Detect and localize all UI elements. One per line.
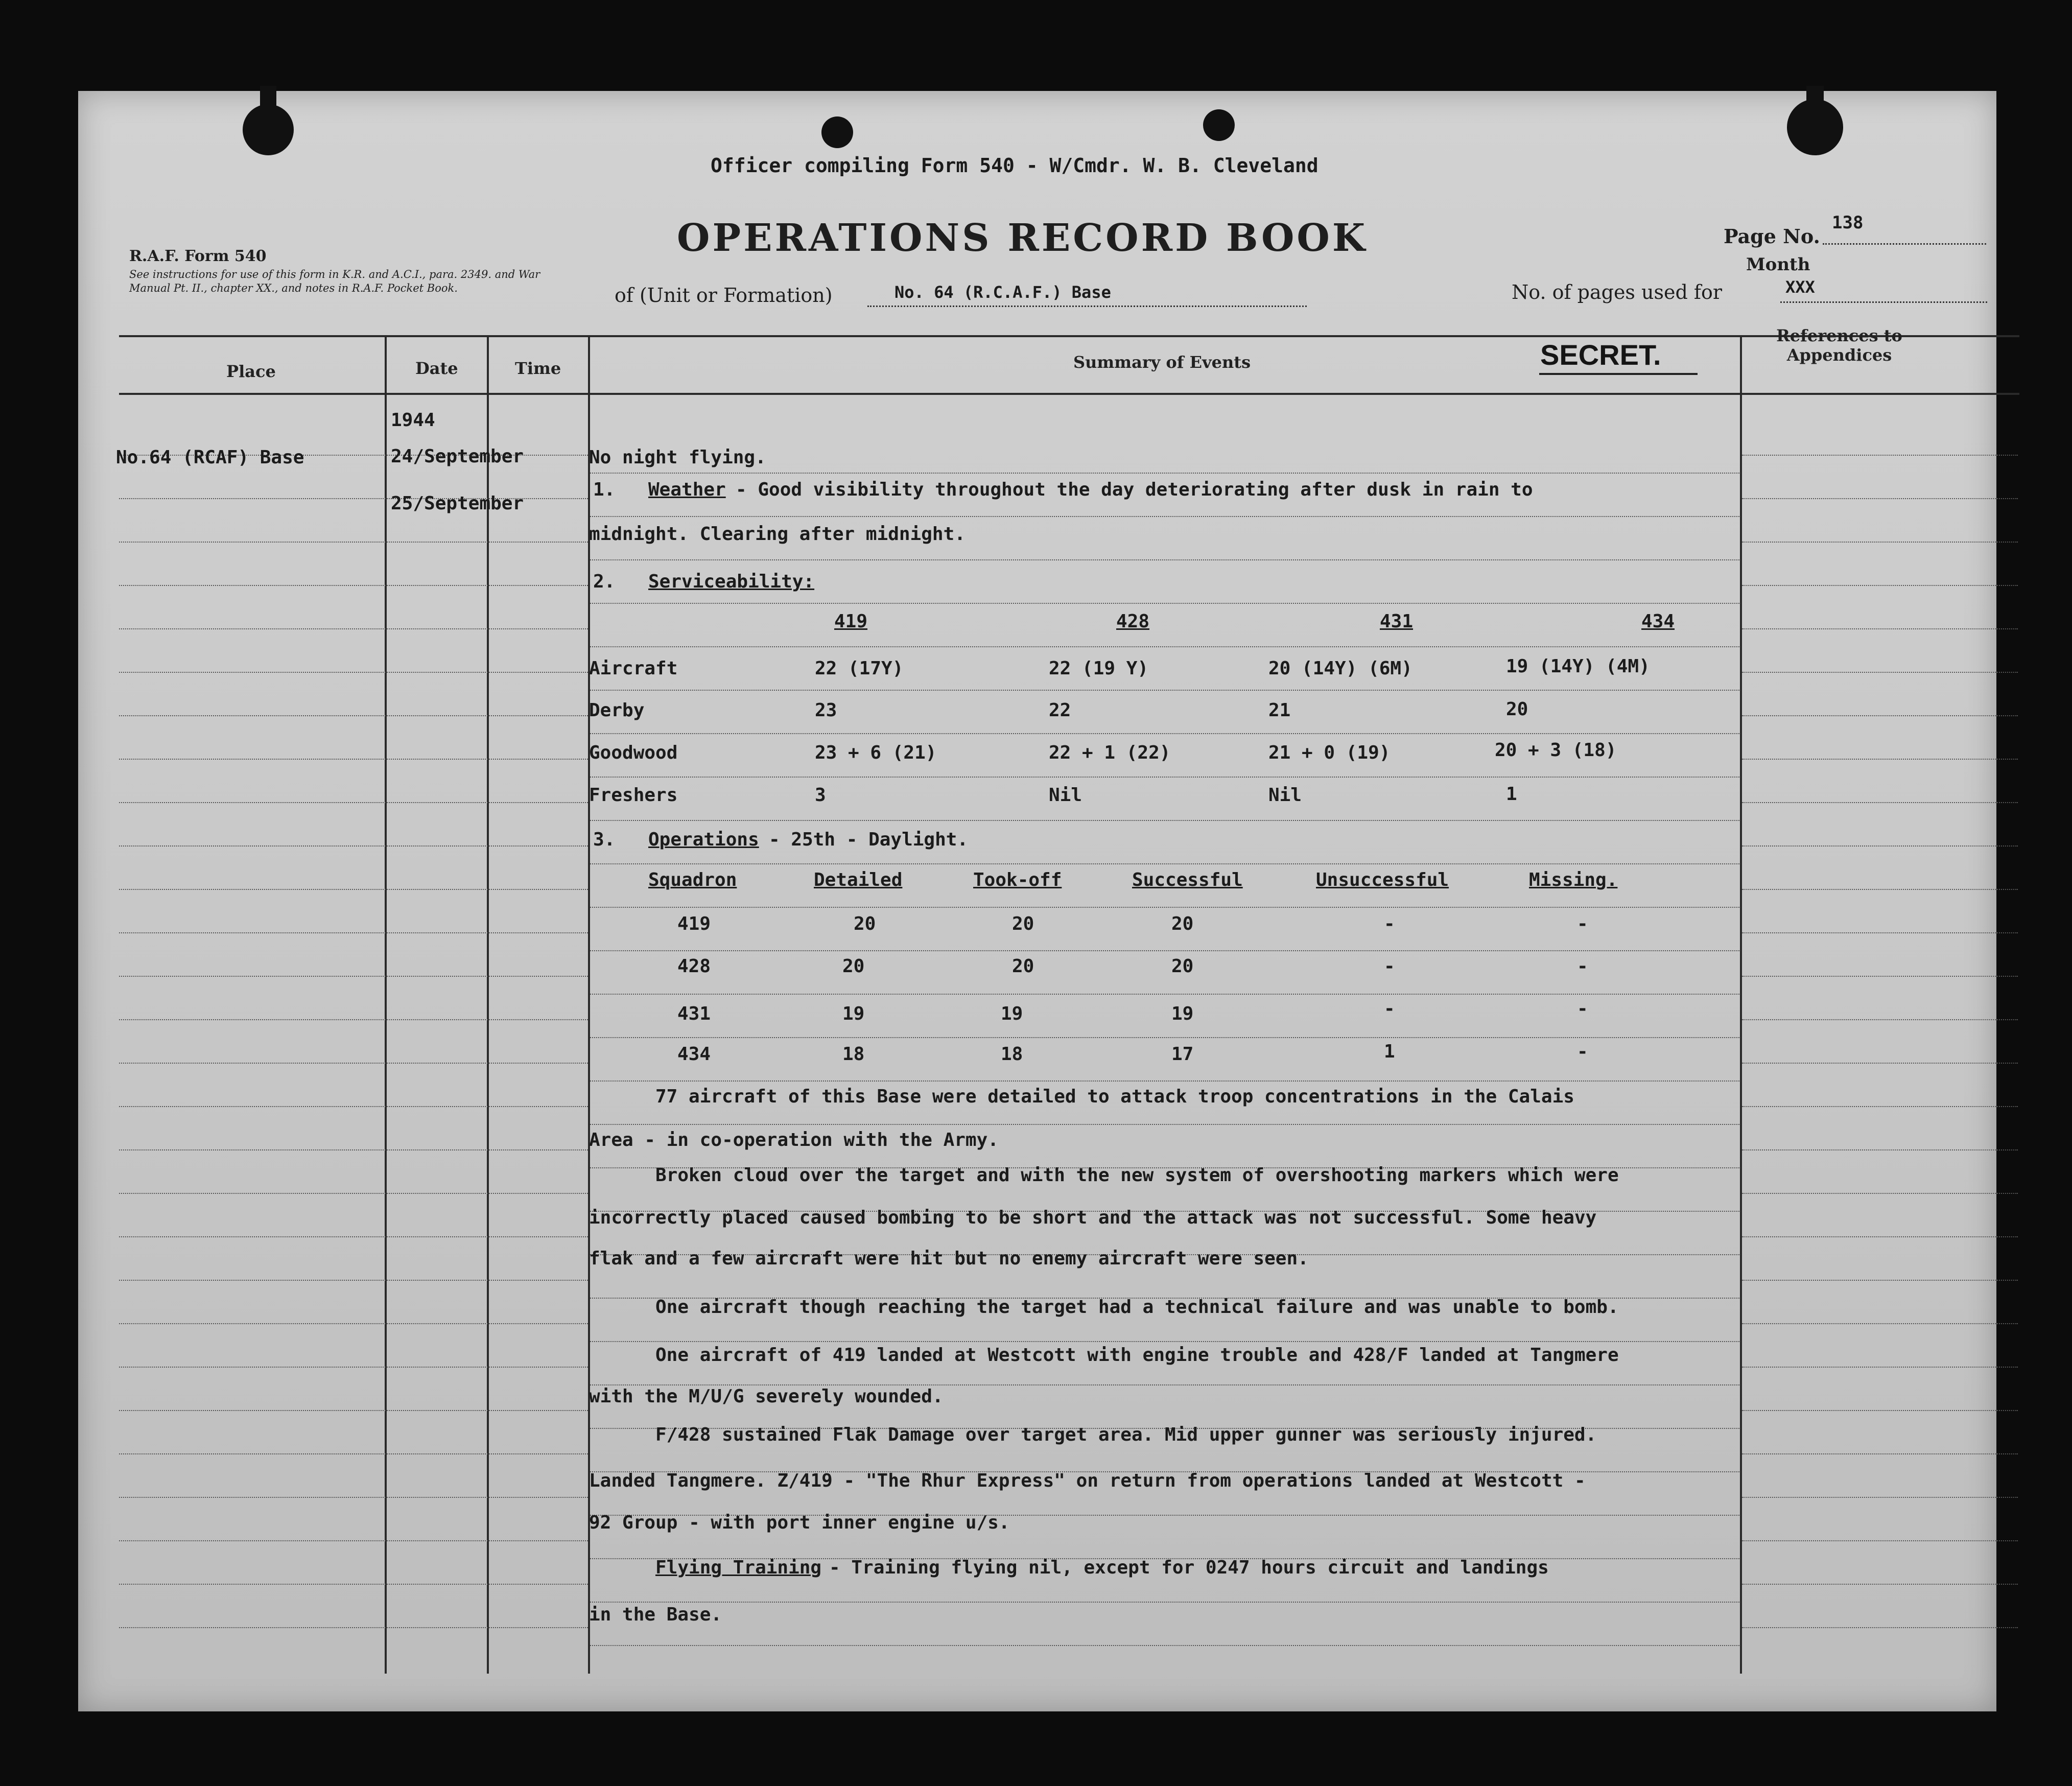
ops-header-missing: Missing.	[1529, 870, 1618, 890]
ops-cell: 1	[1384, 1041, 1395, 1062]
flying-training-text: - Training flying nil, except for 0247 hours circuit and landings	[829, 1557, 1549, 1578]
serv-value: 19 (14Y) (4M)	[1506, 656, 1650, 677]
ruled-line-left	[119, 1367, 588, 1368]
ruled-line-right	[1742, 1106, 2018, 1107]
ruled-line-summary	[590, 733, 1739, 734]
ruled-line-left	[119, 1106, 588, 1107]
ruled-line-left	[119, 1453, 588, 1454]
ops-cell: -	[1384, 998, 1395, 1019]
serv-value: 20	[1506, 699, 1528, 720]
secret-stamp: SECRET.	[1540, 339, 1661, 371]
ruled-line-right	[1742, 1236, 2018, 1237]
pages-used-value: XXX	[1785, 277, 1815, 297]
ruled-line-right	[1742, 1063, 2018, 1064]
column-header-time: Time	[515, 359, 561, 378]
weather-heading: Weather	[648, 479, 726, 500]
unit-value: No. 64 (R.C.A.F.) Base	[894, 283, 1111, 302]
column-header-references: References to Appendices	[1776, 326, 1902, 365]
page-title: OPERATIONS RECORD BOOK	[677, 216, 1368, 260]
ops-cell: 17	[1171, 1044, 1194, 1065]
ops-cell: 20	[1171, 913, 1194, 934]
ruled-line-left	[119, 1280, 588, 1281]
serv-value: 22 + 1 (22)	[1049, 742, 1171, 763]
ruled-line-right	[1742, 1497, 2018, 1498]
page-no-dotted-line	[1823, 243, 1986, 245]
ruled-line-left	[119, 1497, 588, 1498]
ruled-line-right	[1742, 1410, 2018, 1411]
ruled-line-summary	[590, 603, 1739, 604]
paragraph-5-line-2: Landed Tangmere. Z/419 - "The Rhur Express" on return from operations landed at Westcott -	[589, 1470, 1586, 1491]
serv-value: Nil	[1268, 785, 1302, 806]
ruled-line-left	[119, 672, 588, 673]
ruled-line-summary	[590, 559, 1739, 560]
column-header-date: Date	[415, 359, 458, 378]
ruled-line-summary	[590, 820, 1739, 821]
ruled-line-summary	[590, 473, 1739, 474]
table-top-border	[119, 335, 2019, 337]
ruled-line-right	[1742, 1367, 2018, 1368]
ops-cell: -	[1577, 956, 1588, 977]
paragraph-2-line-1: Broken cloud over the target and with the new system of overshooting markers which were	[655, 1165, 1619, 1186]
serv-squadron-419: 419	[834, 611, 868, 632]
ops-cell: 431	[677, 1003, 711, 1024]
flying-training-text-2: in the Base.	[589, 1604, 722, 1625]
ruled-line-summary	[590, 907, 1739, 908]
ruled-line-right	[1742, 1627, 2018, 1628]
pages-used-dotted-line	[1780, 301, 1987, 303]
ruled-line-right	[1742, 976, 2018, 977]
ruled-line-left	[119, 759, 588, 760]
binder-tab-right	[1806, 86, 1824, 122]
header-bottom-border	[119, 393, 2019, 395]
ruled-line-summary	[590, 646, 1739, 647]
ruled-line-summary	[590, 994, 1739, 995]
ruled-line-left	[119, 542, 588, 543]
operations-heading: Operations	[648, 829, 759, 850]
ruled-line-left	[119, 1323, 588, 1324]
item-1-number: 1.	[593, 479, 616, 500]
ops-cell: 19	[842, 1003, 865, 1024]
ruled-line-right	[1742, 672, 2018, 673]
ruled-line-right	[1742, 1453, 2018, 1454]
ruled-line-summary	[590, 1602, 1739, 1603]
ruled-line-right	[1742, 845, 2018, 847]
ops-cell: 434	[677, 1044, 711, 1065]
serv-value: 3	[815, 785, 826, 806]
ruled-line-left	[119, 628, 588, 629]
ops-cell: 20	[1012, 913, 1034, 934]
flying-training-heading: Flying Training	[655, 1557, 822, 1578]
serv-row-label: Freshers	[589, 785, 678, 806]
ruled-line-summary	[590, 690, 1739, 691]
serv-row-label: Goodwood	[589, 742, 678, 763]
ruled-line-left	[119, 1410, 588, 1411]
paragraph-4-line-2: with the M/U/G severely wounded.	[589, 1386, 944, 1407]
ruled-line-right	[1742, 585, 2018, 586]
serv-value: Nil	[1049, 785, 1082, 806]
ops-cell: 18	[1001, 1044, 1023, 1065]
item-3-number: 3.	[593, 829, 616, 850]
ruled-line-right	[1742, 715, 2018, 716]
record-sheet	[78, 91, 1996, 1711]
unit-label: of (Unit or Formation)	[615, 284, 833, 307]
ruled-line-right	[1742, 455, 2018, 456]
ruled-line-summary	[590, 777, 1739, 778]
ops-cell: -	[1384, 913, 1395, 934]
date-time-divider	[487, 335, 489, 1674]
ruled-line-summary	[590, 1080, 1739, 1082]
ruled-line-right	[1742, 759, 2018, 760]
ruled-line-left	[119, 1540, 588, 1541]
paragraph-2-line-3: flak and a few aircraft were hit but no enemy aircraft were seen.	[589, 1248, 1309, 1269]
ruled-line-left	[119, 889, 588, 890]
place-date-divider	[385, 335, 387, 1674]
serv-value: 20 (14Y) (6M)	[1268, 658, 1412, 679]
ruled-line-left	[119, 1236, 588, 1237]
ruled-line-right	[1742, 1149, 2018, 1150]
ruled-line-left	[119, 585, 588, 586]
ruled-line-summary	[590, 950, 1739, 951]
ruled-line-left	[119, 932, 588, 933]
ruled-line-right	[1742, 1019, 2018, 1020]
paragraph-3: One aircraft though reaching the target had a technical failure and was unable to bomb.	[655, 1297, 1619, 1318]
paragraph-1-line-2: Area - in co-operation with the Army.	[589, 1130, 999, 1150]
no-night-flying: No night flying.	[589, 447, 766, 468]
ruled-line-right	[1742, 802, 2018, 803]
year-entry: 1944	[391, 410, 435, 431]
ruled-line-right	[1742, 1540, 2018, 1541]
ops-header-squadron: Squadron	[648, 870, 737, 890]
binder-tab-left	[260, 86, 276, 122]
paragraph-2-line-2: incorrectly placed caused bombing to be short and the attack was not successful. Some heavy	[589, 1207, 1597, 1228]
ruled-line-left	[119, 1193, 588, 1194]
ruled-line-summary	[590, 1645, 1739, 1646]
place-entry: No.64 (RCAF) Base	[116, 447, 304, 468]
serv-value: 23 + 6 (21)	[815, 742, 937, 763]
ops-cell: 18	[842, 1044, 865, 1065]
ruled-line-left	[119, 976, 588, 977]
ruled-line-right	[1742, 889, 2018, 890]
ops-cell: 19	[1171, 1003, 1194, 1024]
column-header-place: Place	[226, 362, 276, 381]
ops-cell: 419	[677, 913, 711, 934]
page-no-value: 138	[1832, 213, 1864, 233]
ruled-line-left	[119, 1019, 588, 1020]
form-instructions: See instructions for use of this form in K.R. and A.C.I., para. 2349. and War Manual Pt. II., chapter XX., and notes in R.A.F. Pocket Book.	[129, 268, 540, 294]
item-2-number: 2.	[593, 571, 616, 592]
paragraph-1-line-1: 77 aircraft of this Base were detailed to attack troop concentrations in the Calais	[655, 1086, 1574, 1107]
ruled-line-right	[1742, 542, 2018, 543]
serv-squadron-431: 431	[1380, 611, 1414, 632]
ops-cell: 20	[1012, 956, 1034, 977]
ruled-line-right	[1742, 1584, 2018, 1585]
paragraph-5-line-3: 92 Group - with port inner engine u/s.	[589, 1512, 1010, 1533]
ops-cell: 428	[677, 956, 711, 977]
ruled-line-left	[119, 1584, 588, 1585]
serv-value: 20 + 3 (18)	[1495, 740, 1617, 761]
serv-squadron-428: 428	[1116, 611, 1150, 632]
unit-dotted-line	[867, 306, 1307, 307]
ops-cell: 19	[1001, 1003, 1023, 1024]
serviceability-heading: Serviceability:	[648, 571, 815, 592]
month-label: Month	[1746, 254, 1810, 275]
ruled-line-right	[1742, 1193, 2018, 1194]
ruled-line-summary	[590, 1384, 1739, 1385]
serv-row-label: Derby	[589, 700, 645, 721]
serv-value: 23	[815, 700, 837, 721]
serv-value: 22 (17Y)	[815, 658, 904, 679]
serv-value: 1	[1506, 784, 1517, 805]
ops-cell: -	[1577, 913, 1588, 934]
ruled-line-summary	[590, 863, 1739, 864]
ruled-line-summary	[590, 516, 1739, 517]
date-entry-24: 24/September	[391, 446, 524, 467]
date-entry-25: 25/September	[391, 493, 524, 514]
ruled-line-right	[1742, 932, 2018, 933]
ruled-line-right	[1742, 498, 2018, 499]
ops-header-took-off: Took-off	[973, 870, 1062, 890]
ruled-line-right	[1742, 1280, 2018, 1281]
ruled-line-left	[119, 1063, 588, 1064]
form-number: R.A.F. Form 540	[129, 247, 267, 265]
paragraph-4-line-1: One aircraft of 419 landed at Westcott with engine trouble and 428/F landed at Tangmere	[655, 1345, 1619, 1366]
ops-cell: -	[1577, 1041, 1588, 1062]
serv-value: 21 + 0 (19)	[1268, 742, 1391, 763]
serv-row-label: Aircraft	[589, 658, 678, 679]
ops-cell: -	[1577, 998, 1588, 1019]
ops-cell: 20	[842, 956, 865, 977]
ruled-line-right	[1742, 628, 2018, 629]
ops-header-successful: Successful	[1132, 870, 1243, 890]
serv-value: 21	[1268, 700, 1291, 721]
ops-cell: -	[1384, 956, 1395, 977]
serv-value: 22	[1049, 700, 1071, 721]
ruled-line-left	[119, 1149, 588, 1150]
ruled-line-left	[119, 715, 588, 716]
ruled-line-left	[119, 1627, 588, 1628]
ruled-line-summary	[590, 1341, 1739, 1342]
ruled-line-left	[119, 845, 588, 847]
page-no-label: Page No.	[1724, 225, 1820, 248]
paragraph-5-line-1: F/428 sustained Flak Damage over target area. Mid upper gunner was seriously injured.	[655, 1424, 1597, 1445]
ops-cell: 20	[1171, 956, 1194, 977]
weather-text-2: midnight. Clearing after midnight.	[589, 524, 966, 545]
ruled-line-summary	[590, 1037, 1739, 1038]
weather-text: - Good visibility throughout the day deteriorating after dusk in rain to	[736, 479, 1533, 500]
ops-cell: 20	[854, 913, 876, 934]
serv-value: 22 (19 Y)	[1049, 658, 1149, 679]
binder-hole-center-left	[821, 116, 853, 148]
serv-squadron-434: 434	[1641, 611, 1675, 632]
ruled-line-left	[119, 802, 588, 803]
column-header-summary: Summary of Events	[1073, 353, 1251, 372]
ruled-line-right	[1742, 1323, 2018, 1324]
secret-underline	[1539, 373, 1698, 375]
officer-compiling: Officer compiling Form 540 - W/Cmdr. W. B. Cleveland	[711, 154, 1318, 177]
ruled-line-summary	[590, 1124, 1739, 1125]
pages-used-label: No. of pages used for	[1512, 281, 1722, 303]
operations-text: - 25th - Daylight.	[769, 829, 969, 850]
ops-header-unsuccessful: Unsuccessful	[1316, 870, 1449, 890]
ops-header-detailed: Detailed	[814, 870, 903, 890]
summary-refs-divider	[1740, 335, 1742, 1674]
binder-hole-center-right	[1203, 109, 1235, 141]
